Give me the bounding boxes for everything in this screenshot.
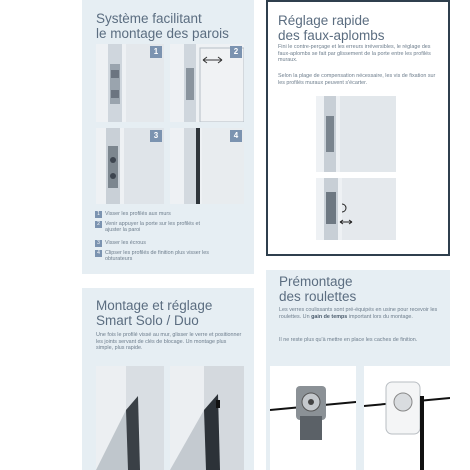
- smart-illustration-2: [170, 366, 244, 470]
- section-smart-title-line1: Montage et réglage: [96, 298, 213, 313]
- assembly-step: [95, 240, 215, 247]
- section-smart-title-line2: Smart Solo / Duo: [96, 313, 199, 328]
- rollers-text-part: important lors du montage.: [347, 313, 413, 320]
- plumb-illustration-1: [316, 96, 396, 172]
- step-text: Venir appuyer la porte sur les profilés et ajuster la paroi: [105, 221, 200, 234]
- roller-illustration-1: [270, 366, 356, 470]
- section-assembly-title: [96, 11, 229, 41]
- photo-number-badge: 4: [230, 130, 242, 142]
- plumb-photo-2: [316, 178, 396, 240]
- section-plumb-title-line1: Réglage rapide: [278, 13, 370, 28]
- photo-number-badge: 1: [150, 46, 162, 58]
- step-text: Clipser les profilés de finition plus visser les obturateurs: [105, 250, 209, 263]
- section-assembly-title-line2: le montage des parois: [96, 26, 229, 41]
- section-rollers-title-line1: Prémontage: [279, 274, 353, 289]
- smart-photo-2: [170, 366, 244, 470]
- plumb-photo-1: [316, 96, 396, 172]
- rollers-text-part: Les verres coulissants sont pré-équipés en usine pour recevoir les roulettes. Un: [279, 307, 438, 320]
- section-smart-paragraph: Une fois le profilé vissé au mur, glisser le verre et positionner les joints servant de clés de blocage. Un montage plus simple, plus rapide.: [96, 332, 242, 352]
- step-number: 2: [95, 221, 102, 228]
- rollers-photo-2: [364, 366, 450, 470]
- section-rollers-title-line2: des roulettes: [279, 289, 357, 304]
- step-text: Visser les écrous: [105, 240, 146, 246]
- step-number: 3: [95, 240, 102, 247]
- section-smart-title: [96, 298, 212, 328]
- section-plumb-title-line2: des faux-aplombs: [278, 28, 385, 43]
- photo-number-badge: 3: [150, 130, 162, 142]
- assembly-photo-1: [96, 44, 164, 122]
- step-text: Visser les profilés aux murs: [105, 211, 171, 217]
- section-rollers-title: [279, 274, 356, 304]
- section-rollers-paragraph-2: Il ne reste plus qu'à mettre en place les caches de finition.: [279, 337, 418, 343]
- smart-photo-1: [96, 366, 164, 470]
- assembly-step: [95, 211, 215, 218]
- assembly-photo-2: [170, 44, 244, 122]
- section-plumb-paragraph-1: Fini le contre-perçage et les erreurs irréversibles, le réglage des faux-aplombs se fait par glissement de la porte entre les profilés muraux.: [278, 44, 431, 64]
- section-plumb-paragraph-2: Selon la plage de compensation nécessaire, les vis de fixation sur les profilés muraux peuvent s'écarter.: [278, 73, 436, 86]
- assembly-photo-3: [96, 128, 164, 204]
- rollers-text-highlight: gain de temps: [311, 313, 348, 320]
- assembly-step: [95, 221, 215, 234]
- rollers-photo-1: [270, 366, 356, 470]
- roller-illustration-2: [364, 366, 450, 470]
- section-rollers-paragraph-1: [279, 307, 439, 320]
- assembly-photo-4: [170, 128, 244, 204]
- step-number: 4: [95, 250, 102, 257]
- plumb-illustration-2: [316, 178, 396, 240]
- assembly-step: [95, 250, 215, 263]
- section-assembly-title-line1: Système facilitant: [96, 11, 202, 26]
- step-number: 1: [95, 211, 102, 218]
- photo-number-badge: 2: [230, 46, 242, 58]
- smart-illustration-1: [96, 366, 164, 470]
- section-plumb-title: [278, 13, 385, 43]
